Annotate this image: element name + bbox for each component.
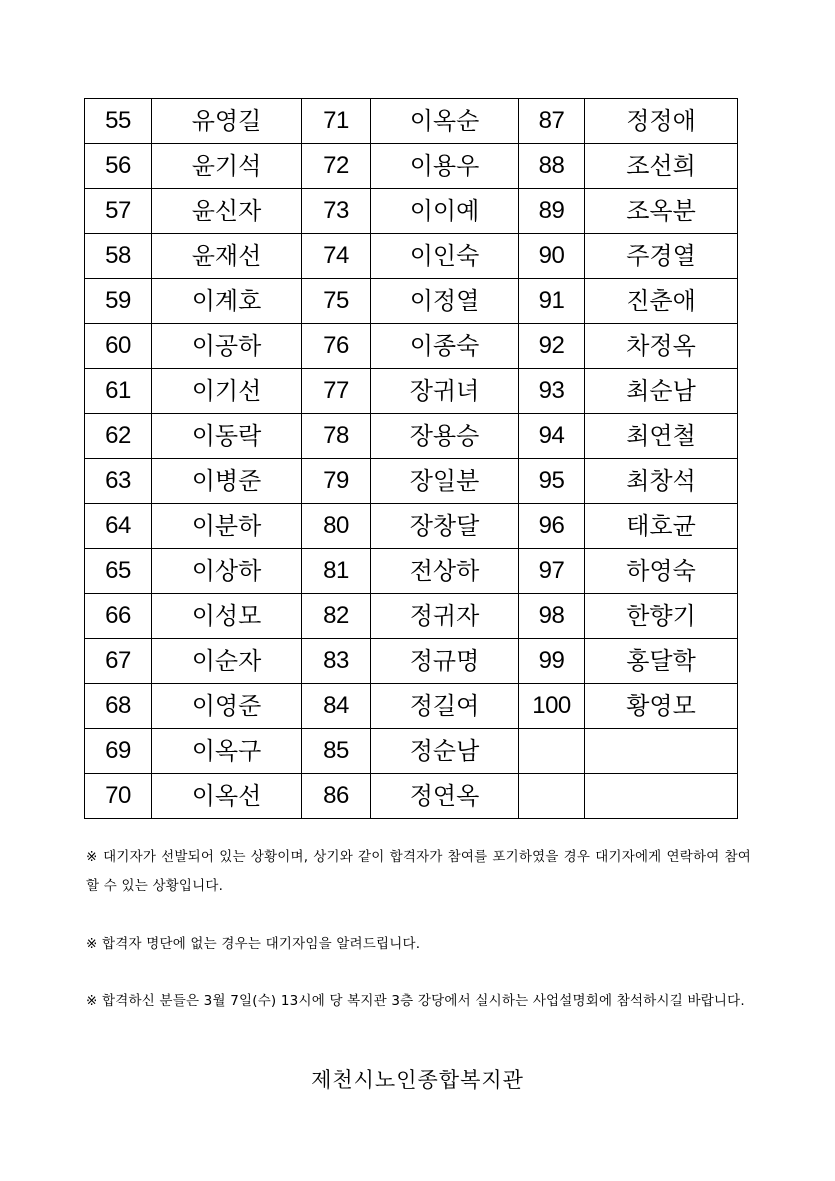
entry-name: 하영숙	[585, 549, 738, 594]
entry-number: 58	[85, 234, 152, 279]
entry-name	[585, 774, 738, 819]
entry-number: 99	[519, 639, 585, 684]
entry-number: 76	[302, 324, 371, 369]
entry-number: 93	[519, 369, 585, 414]
entry-number: 64	[85, 504, 152, 549]
entry-name: 최순남	[585, 369, 738, 414]
entry-number: 97	[519, 549, 585, 594]
entry-number: 62	[85, 414, 152, 459]
entry-name: 이동락	[152, 414, 302, 459]
entry-name: 장귀녀	[371, 369, 519, 414]
entry-number: 87	[519, 99, 585, 144]
table-row	[85, 414, 738, 459]
entry-number: 71	[302, 99, 371, 144]
entry-name: 이옥선	[152, 774, 302, 819]
entry-name: 이상하	[152, 549, 302, 594]
entry-number: 81	[302, 549, 371, 594]
entry-name: 조선희	[585, 144, 738, 189]
entry-name: 차정옥	[585, 324, 738, 369]
table-row	[85, 684, 738, 729]
entry-number: 75	[302, 279, 371, 324]
entry-name: 장창달	[371, 504, 519, 549]
entry-name: 정귀자	[371, 594, 519, 639]
entry-number: 66	[85, 594, 152, 639]
entry-name: 윤기석	[152, 144, 302, 189]
entry-number: 83	[302, 639, 371, 684]
entry-number: 59	[85, 279, 152, 324]
entry-name	[585, 729, 738, 774]
entry-number	[519, 729, 585, 774]
entry-name: 이기선	[152, 369, 302, 414]
entry-name: 한향기	[585, 594, 738, 639]
table-row	[85, 729, 738, 774]
entry-name: 홍달학	[585, 639, 738, 684]
entry-name: 조옥분	[585, 189, 738, 234]
table-row	[85, 234, 738, 279]
entry-number: 98	[519, 594, 585, 639]
entry-number: 96	[519, 504, 585, 549]
entry-number: 73	[302, 189, 371, 234]
entry-name: 정규명	[371, 639, 519, 684]
table-row	[85, 369, 738, 414]
entry-name: 이순자	[152, 639, 302, 684]
entry-name: 이종숙	[371, 324, 519, 369]
entry-name: 이정열	[371, 279, 519, 324]
table-row	[85, 504, 738, 549]
entry-name: 주경열	[585, 234, 738, 279]
entry-name: 윤재선	[152, 234, 302, 279]
entry-name: 황영모	[585, 684, 738, 729]
entry-number: 77	[302, 369, 371, 414]
entry-name: 진춘애	[585, 279, 738, 324]
entry-number: 56	[85, 144, 152, 189]
entry-name: 최창석	[585, 459, 738, 504]
table-row	[85, 189, 738, 234]
entry-number: 55	[85, 99, 152, 144]
entry-name: 이계호	[152, 279, 302, 324]
entry-name: 정연옥	[371, 774, 519, 819]
entry-number: 79	[302, 459, 371, 504]
briefing-note: ※ 합격하신 분들은 3월 7일(수) 13시에 당 복지관 3층 강당에서 실시하는 사업설명회에 참석하시길 바랍니다.	[86, 993, 745, 1009]
table-row	[85, 324, 738, 369]
entry-name: 유영길	[152, 99, 302, 144]
entry-name: 이옥구	[152, 729, 302, 774]
entry-name: 전상하	[371, 549, 519, 594]
entry-number: 100	[519, 684, 585, 729]
entry-number: 92	[519, 324, 585, 369]
entry-number: 88	[519, 144, 585, 189]
entry-number: 57	[85, 189, 152, 234]
entry-number: 72	[302, 144, 371, 189]
entry-number: 78	[302, 414, 371, 459]
waitlist-note: ※ 대기자가 선발되어 있는 상황이며, 상기와 같이 합격자가 참여를 포기하였을 경우 대기자에게 연락하여 참여할 수 있는 상황입니다.	[86, 849, 751, 894]
entry-number: 85	[302, 729, 371, 774]
entry-name: 윤신자	[152, 189, 302, 234]
entry-name: 이성모	[152, 594, 302, 639]
entry-number: 82	[302, 594, 371, 639]
entry-name: 이용우	[371, 144, 519, 189]
entry-number: 60	[85, 324, 152, 369]
entry-number: 86	[302, 774, 371, 819]
entry-number: 80	[302, 504, 371, 549]
table-row	[85, 594, 738, 639]
entry-number: 84	[302, 684, 371, 729]
table-row	[85, 144, 738, 189]
table-row	[85, 774, 738, 819]
entry-number: 94	[519, 414, 585, 459]
entry-name: 정정애	[585, 99, 738, 144]
entry-number: 65	[85, 549, 152, 594]
entry-name: 장일분	[371, 459, 519, 504]
table-row	[85, 459, 738, 504]
entry-number: 67	[85, 639, 152, 684]
roster-table	[84, 98, 738, 819]
entry-name: 태호균	[585, 504, 738, 549]
entry-name: 이인숙	[371, 234, 519, 279]
entry-number: 95	[519, 459, 585, 504]
entry-name: 이공하	[152, 324, 302, 369]
entry-name: 정순남	[371, 729, 519, 774]
entry-name: 정길여	[371, 684, 519, 729]
entry-name: 이옥순	[371, 99, 519, 144]
organization-name: 제천시노인종합복지관	[311, 1068, 524, 1092]
entry-name: 이분하	[152, 504, 302, 549]
table-row	[85, 639, 738, 684]
entry-number: 61	[85, 369, 152, 414]
entry-name: 이영준	[152, 684, 302, 729]
entry-name: 이병준	[152, 459, 302, 504]
entry-number	[519, 774, 585, 819]
table-row	[85, 549, 738, 594]
entry-number: 68	[85, 684, 152, 729]
entry-number: 63	[85, 459, 152, 504]
table-row	[85, 279, 738, 324]
roster-body	[85, 99, 738, 819]
entry-number: 91	[519, 279, 585, 324]
entry-number: 74	[302, 234, 371, 279]
entry-number: 69	[85, 729, 152, 774]
entry-number: 70	[85, 774, 152, 819]
entry-name: 최연철	[585, 414, 738, 459]
entry-name: 장용승	[371, 414, 519, 459]
entry-number: 90	[519, 234, 585, 279]
not-listed-note: ※ 합격자 명단에 없는 경우는 대기자임을 알려드립니다.	[86, 936, 421, 952]
entry-name: 이이예	[371, 189, 519, 234]
table-row	[85, 99, 738, 144]
entry-number: 89	[519, 189, 585, 234]
